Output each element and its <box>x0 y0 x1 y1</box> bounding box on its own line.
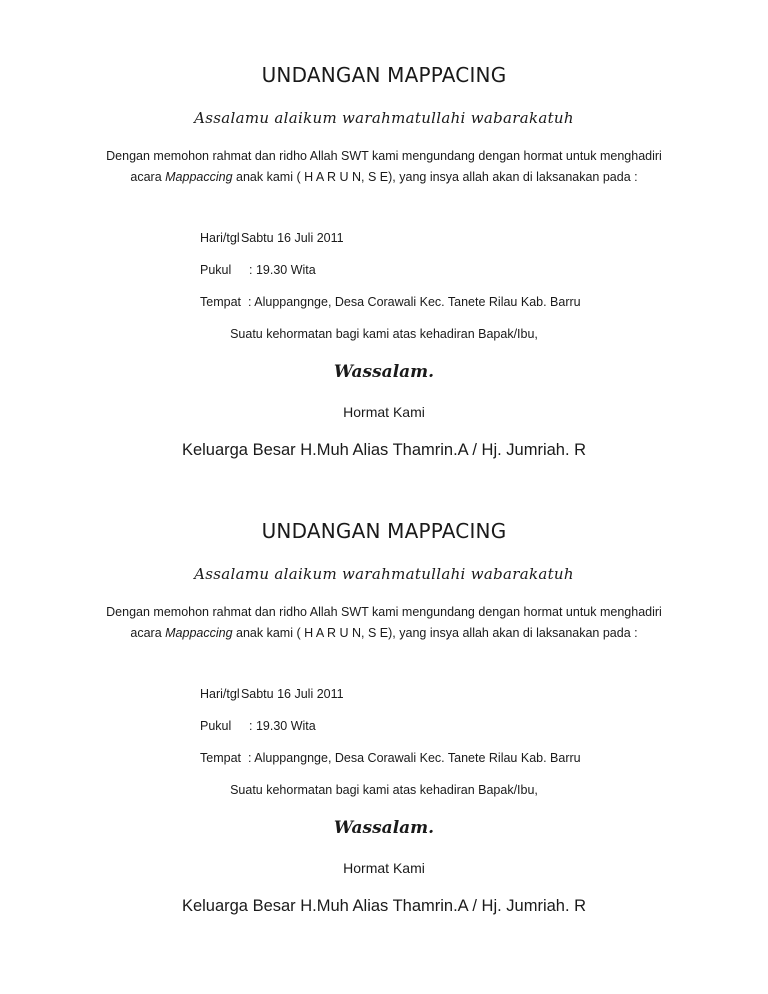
family-signature: Keluarga Besar H.Muh Alias Thamrin.A / Hj. Jumriah. R <box>181 441 587 459</box>
greeting: Assalamu alaikum warahmatullahi wabarakatuh <box>194 109 574 127</box>
intro-paragraph <box>0 146 768 188</box>
intro-suffix: anak kami ( H A R U N, S E), yang insya allah akan di laksanakan pada : <box>232 626 638 640</box>
family-signature: Keluarga Besar H.Muh Alias Thamrin.A / Hj. Jumriah. R <box>181 897 587 915</box>
invitation-card-2 <box>0 456 768 915</box>
intro-paragraph <box>0 602 768 644</box>
time-label: Pukul <box>200 719 232 733</box>
date-label: Hari/tgl <box>200 231 240 245</box>
event-name: Mappaccing <box>165 170 233 184</box>
place-value: : Aluppangnge, Desa Corawali Kec. Tanete Rilau Kab. Barru <box>248 751 581 765</box>
invitation-title: UNDANGAN MAPPACING <box>261 63 507 87</box>
date-row <box>200 687 344 701</box>
invitation-card-1 <box>0 0 768 459</box>
time-value: : 19.30 Wita <box>249 719 316 733</box>
intro-line-1: Dengan memohon rahmat dan ridho Allah SWT kami mengundang dengan hormat untuk menghadiri <box>106 149 662 163</box>
regards-line: Hormat Kami <box>343 860 425 876</box>
date-label: Hari/tgl <box>200 687 240 701</box>
time-label: Pukul <box>200 263 232 277</box>
date-value: : Sabtu 16 Juli 2011 <box>234 687 344 701</box>
honor-line: Suatu kehormatan bagi kami atas kehadiran Bapak/Ibu, <box>230 327 538 341</box>
place-row <box>200 751 581 765</box>
place-label: Tempat <box>200 751 241 765</box>
place-row <box>200 295 581 309</box>
event-name: Mappaccing <box>165 626 233 640</box>
intro-prefix: acara <box>130 626 166 640</box>
intro-line-1: Dengan memohon rahmat dan ridho Allah SWT kami mengundang dengan hormat untuk menghadiri <box>106 605 662 619</box>
date-value: : Sabtu 16 Juli 2011 <box>234 231 344 245</box>
place-value: : Aluppangnge, Desa Corawali Kec. Tanete Rilau Kab. Barru <box>248 295 581 309</box>
intro-suffix: anak kami ( H A R U N, S E), yang insya allah akan di laksanakan pada : <box>232 170 638 184</box>
time-value: : 19.30 Wita <box>249 263 316 277</box>
regards-line: Hormat Kami <box>343 404 425 420</box>
place-label: Tempat <box>200 295 241 309</box>
closing-salutation: Wassalam. <box>333 818 435 838</box>
closing-salutation: Wassalam. <box>333 362 435 382</box>
intro-prefix: acara <box>130 170 166 184</box>
greeting: Assalamu alaikum warahmatullahi wabarakatuh <box>194 565 574 583</box>
time-row <box>200 719 316 733</box>
date-row <box>200 231 344 245</box>
time-row <box>200 263 316 277</box>
invitation-title: UNDANGAN MAPPACING <box>261 519 507 543</box>
honor-line: Suatu kehormatan bagi kami atas kehadiran Bapak/Ibu, <box>230 783 538 797</box>
